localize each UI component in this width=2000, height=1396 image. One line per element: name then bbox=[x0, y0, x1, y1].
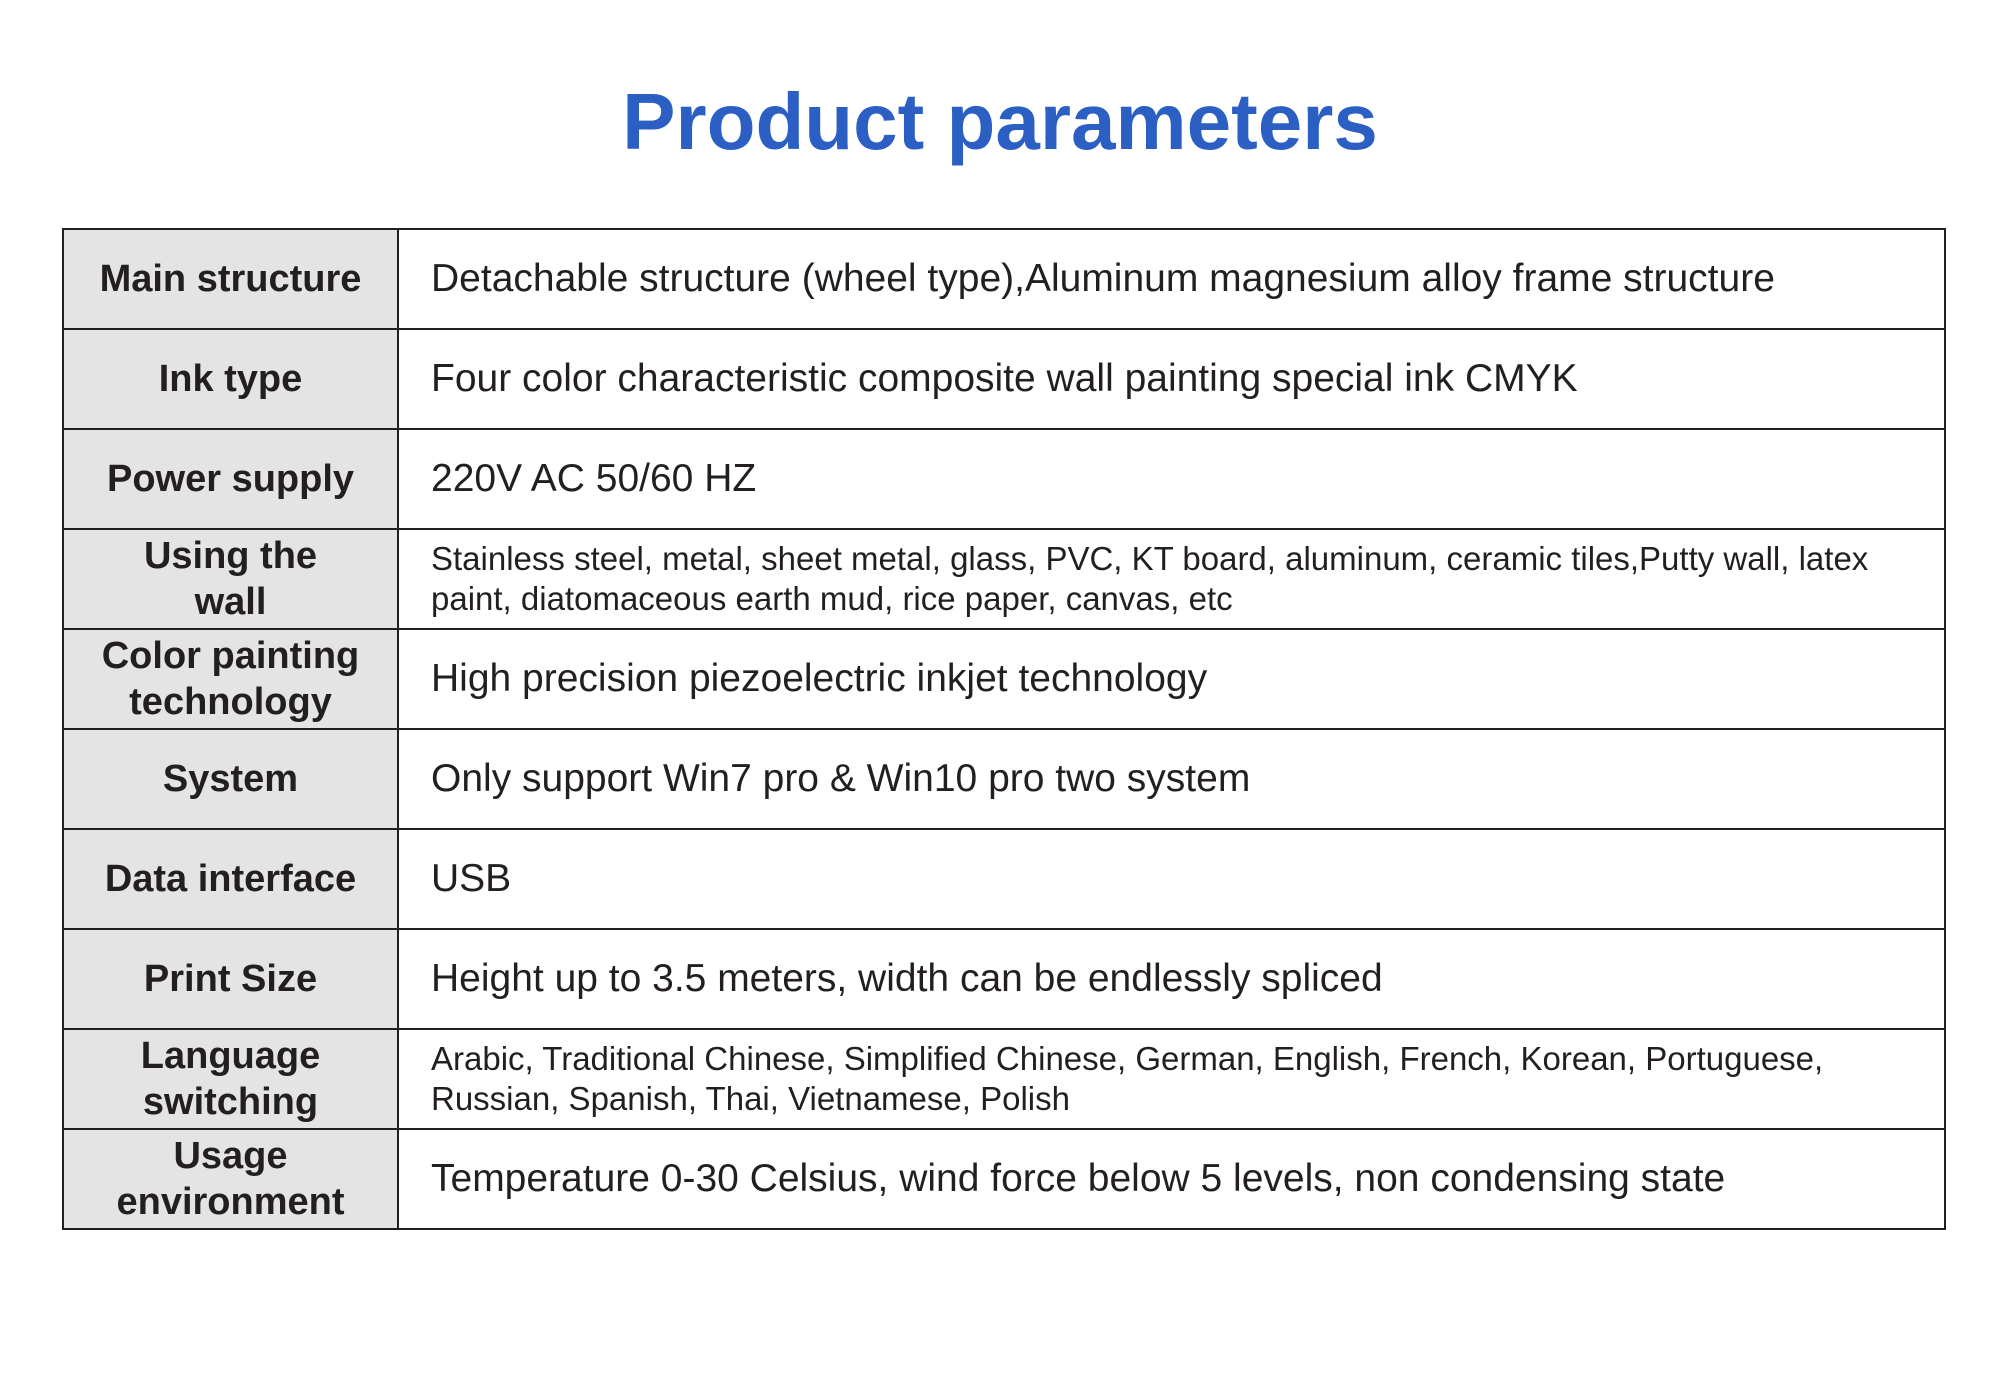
table-row bbox=[63, 929, 1945, 1029]
table-row bbox=[63, 229, 1945, 329]
row-label-cell bbox=[63, 229, 398, 329]
table-row bbox=[63, 829, 1945, 929]
row-label-cell bbox=[63, 529, 398, 629]
row-value-cell: Four color characteristic composite wall painting special ink CMYK bbox=[398, 329, 1945, 429]
row-label: Color painting technology bbox=[101, 635, 360, 723]
row-label-cell bbox=[63, 329, 398, 429]
table-row bbox=[63, 729, 1945, 829]
row-label: Data interface bbox=[104, 858, 357, 900]
parameters-table bbox=[62, 228, 1946, 1230]
table-row bbox=[63, 429, 1945, 529]
row-label: System bbox=[162, 758, 299, 800]
row-label-cell bbox=[63, 929, 398, 1029]
table-row bbox=[63, 329, 1945, 429]
row-label: Main structure bbox=[99, 258, 362, 300]
row-label-cell bbox=[63, 829, 398, 929]
row-value-cell: Arabic, Traditional Chinese, Simplified Chinese, German, English, French, Korean, Portuguese, Russian, Spanish, Thai, Vietnamese, Polish bbox=[398, 1029, 1945, 1129]
row-label: Print Size bbox=[143, 958, 318, 1000]
row-value-cell: Height up to 3.5 meters, width can be endlessly spliced bbox=[398, 929, 1945, 1029]
row-value-cell: High precision piezoelectric inkjet technology bbox=[398, 629, 1945, 729]
row-value-cell: 220V AC 50/60 HZ bbox=[398, 429, 1945, 529]
row-label-cell bbox=[63, 1029, 398, 1129]
row-label-cell bbox=[63, 629, 398, 729]
table-row bbox=[63, 529, 1945, 629]
row-label: Power supply bbox=[106, 458, 355, 500]
row-label-cell bbox=[63, 429, 398, 529]
row-label: Usage environment bbox=[116, 1135, 345, 1223]
table-row bbox=[63, 629, 1945, 729]
row-value-cell: Stainless steel, metal, sheet metal, glass, PVC, KT board, aluminum, ceramic tiles,Putty wall, latex paint, diatomaceous earth mud, rice paper, canvas, etc bbox=[398, 529, 1945, 629]
table-row bbox=[63, 1129, 1945, 1229]
row-label-cell bbox=[63, 729, 398, 829]
row-label: Ink type bbox=[158, 358, 303, 400]
table-row bbox=[63, 1029, 1945, 1129]
row-value-cell: Temperature 0-30 Celsius, wind force below 5 levels, non condensing state bbox=[398, 1129, 1945, 1229]
row-label-cell bbox=[63, 1129, 398, 1229]
row-value-cell: Detachable structure (wheel type),Aluminum magnesium alloy frame structure bbox=[398, 229, 1945, 329]
row-value-cell: Only support Win7 pro & Win10 pro two system bbox=[398, 729, 1945, 829]
row-label: Using the wall bbox=[143, 535, 318, 623]
row-value-cell: USB bbox=[398, 829, 1945, 929]
page-title: Product parameters bbox=[622, 77, 1378, 166]
row-label: Language switching bbox=[140, 1035, 321, 1123]
